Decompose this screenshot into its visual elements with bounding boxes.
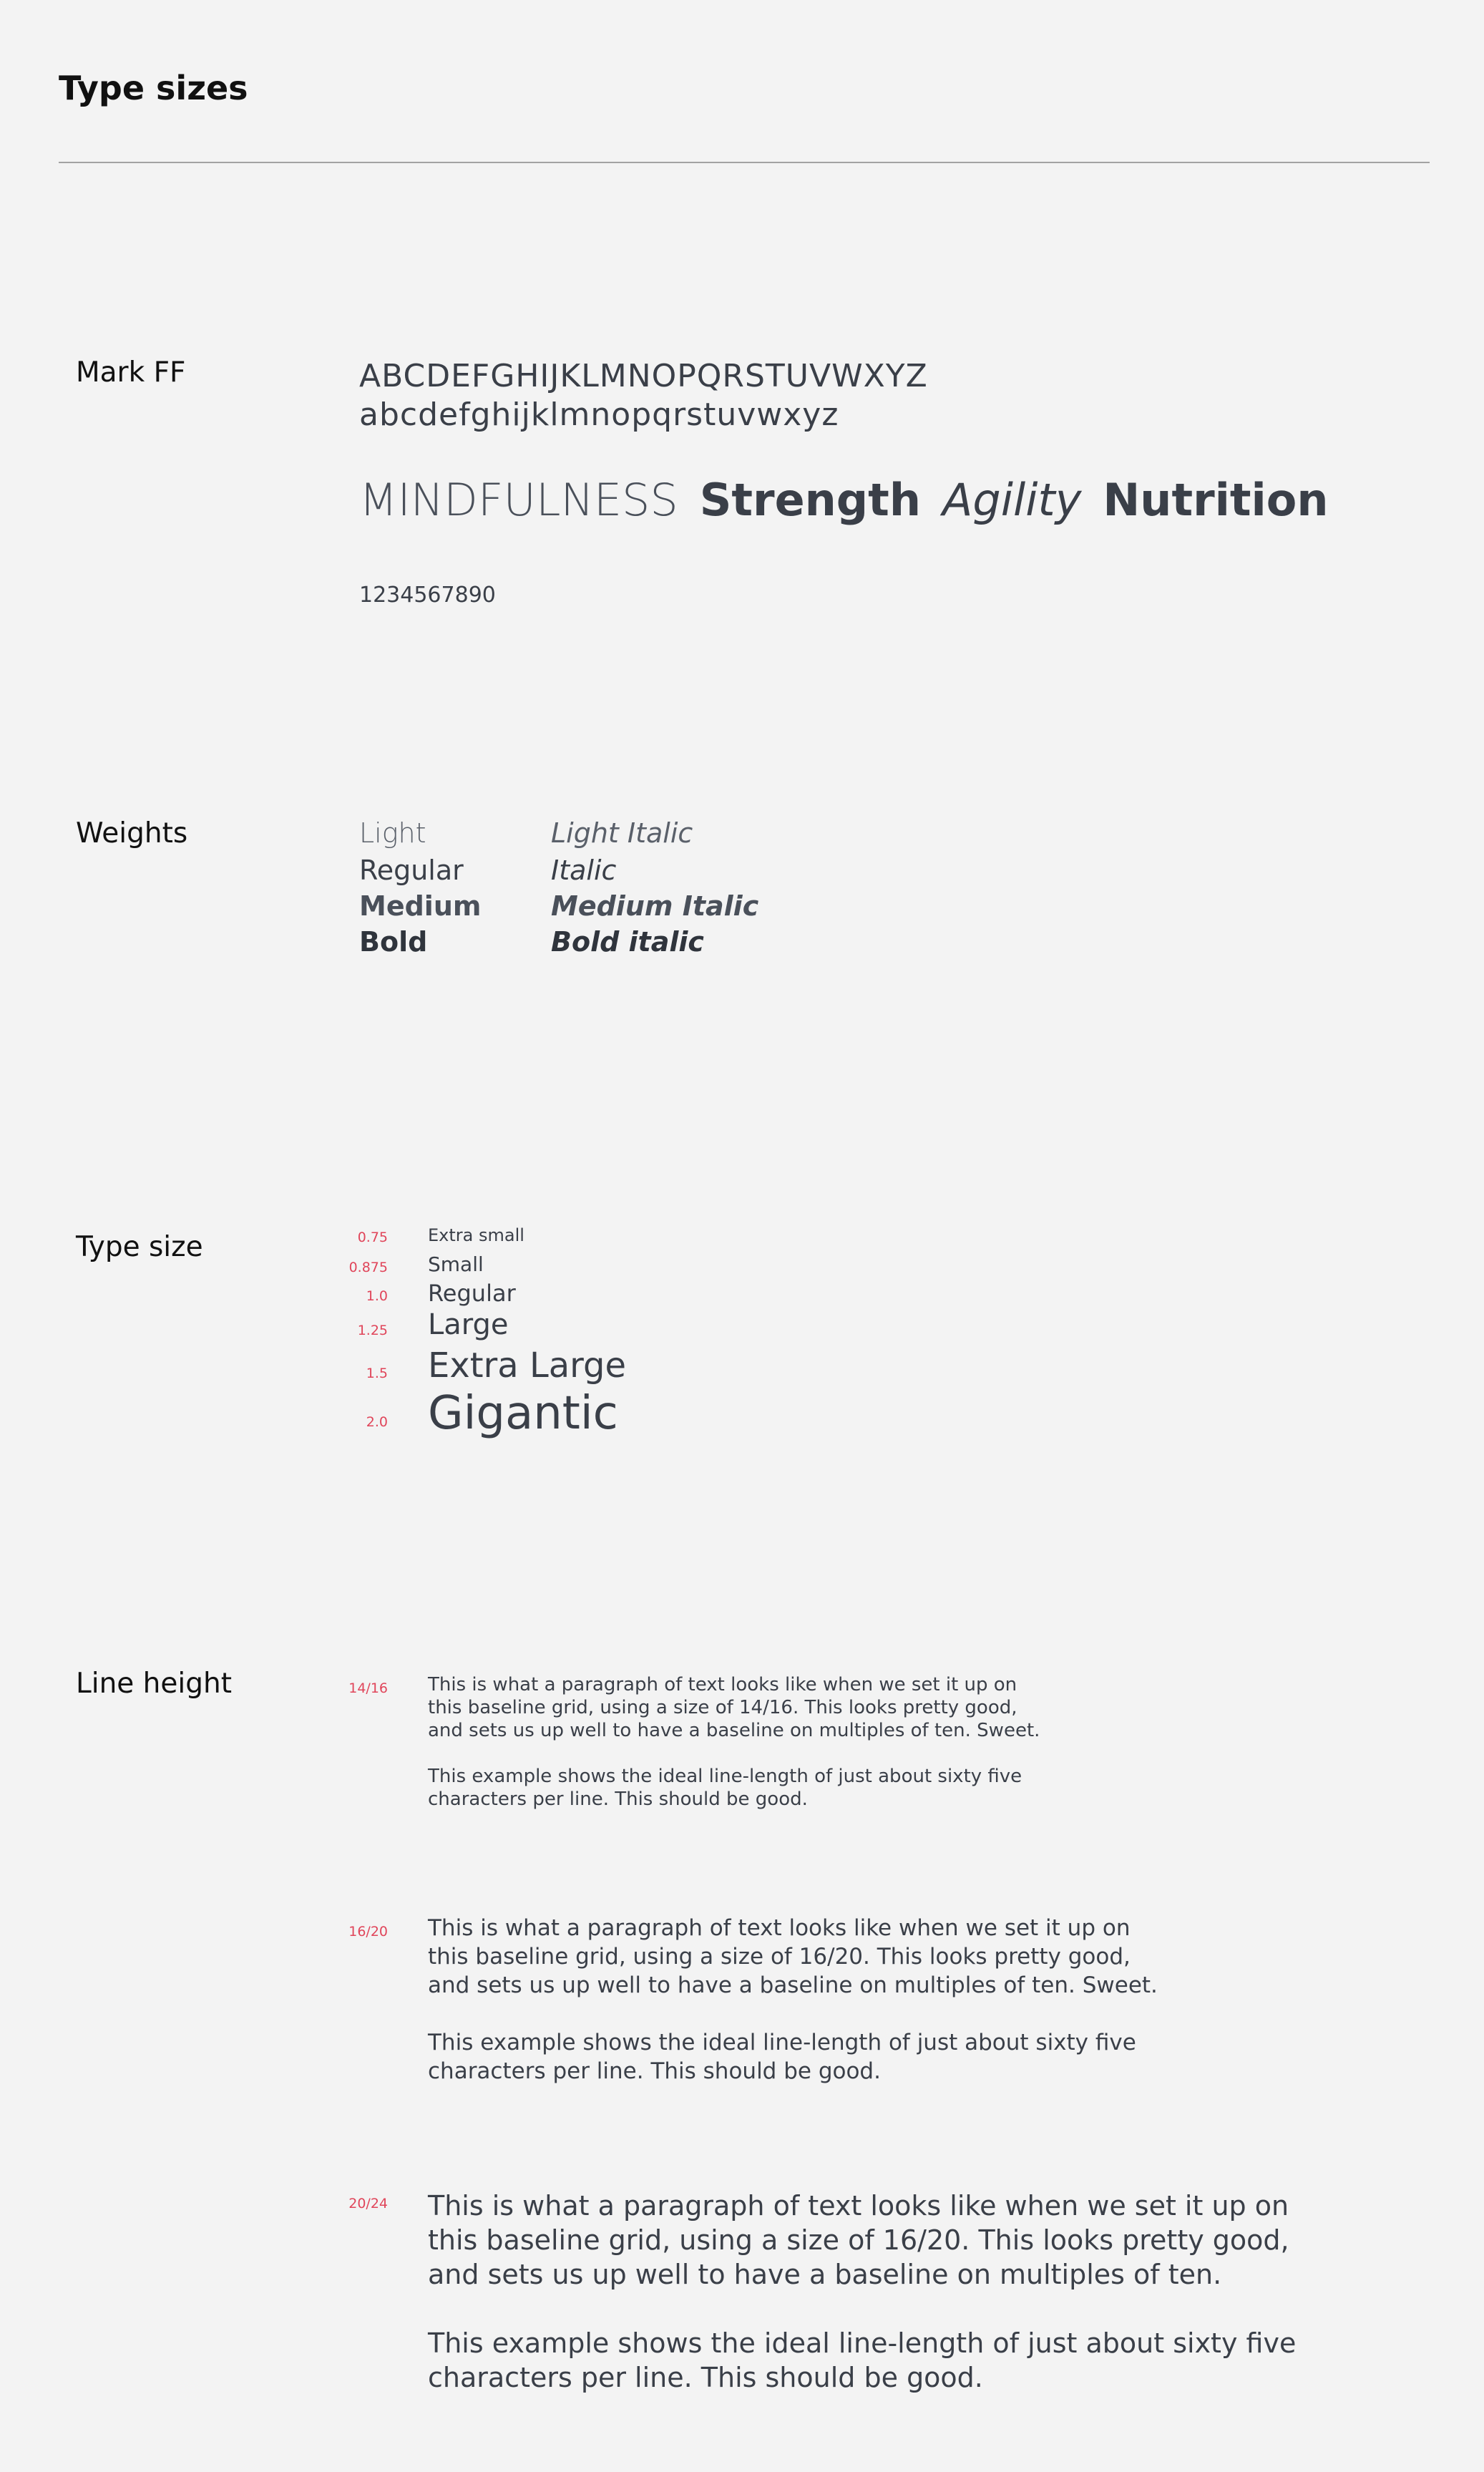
size-value-extra-small: 0.75: [357, 1230, 388, 1245]
weight-bold-italic: Bold italic: [551, 926, 704, 958]
size-label-large: Large: [428, 1308, 509, 1341]
size-label-gigantic: Gigantic: [428, 1387, 618, 1440]
weight-medium-italic: Medium Italic: [551, 890, 759, 922]
line-height-ratio-16-20: 16/20: [348, 1924, 388, 1940]
weight-italic: Italic: [551, 855, 617, 886]
showcase-bold-word-2: Nutrition: [1103, 474, 1329, 526]
size-value-extra-large: 1.5: [366, 1366, 388, 1381]
showcase-bold-word: Strength: [699, 474, 921, 526]
section-label-weights: Weights: [76, 817, 188, 850]
weight-bold: Bold: [359, 926, 428, 958]
size-value-gigantic: 2.0: [366, 1414, 388, 1430]
size-label-extra-small: Extra small: [428, 1225, 524, 1245]
line-height-paragraph-14-16-a: This is what a paragraph of text looks like when we set it up on this baseline grid, using a size of 14/16. This looks pretty good, and sets us up well to have a baseline on multiples of ten. Sweet.: [428, 1674, 1040, 1741]
line-height-paragraph-20-24-b: This example shows the ideal line-length of just about sixty five characters per line. This should be good.: [428, 2327, 1297, 2393]
size-value-regular: 1.0: [366, 1288, 388, 1304]
line-height-paragraph-20-24-a: This is what a paragraph of text looks like when we set it up on this baseline grid, using a size of 16/20. This looks pretty good, and sets us up well to have a baseline on multiples of ten.: [428, 2190, 1289, 2290]
weight-showcase: [359, 474, 1350, 526]
showcase-light-word: MINDFULNESS: [359, 474, 678, 526]
weight-medium: Medium: [359, 890, 482, 922]
size-label-small: Small: [428, 1252, 484, 1276]
line-height-paragraph-16-20-a: This is what a paragraph of text looks like when we set it up on this baseline grid, using a size of 16/20. This looks pretty good, and sets us up well to have a baseline on multiples of ten. Sweet.: [428, 1915, 1158, 1998]
weight-regular: Regular: [359, 855, 464, 886]
showcase-italic-word: Agility: [942, 474, 1082, 526]
size-label-extra-large: Extra Large: [428, 1346, 627, 1386]
line-height-paragraph-16-20-b: This example shows the ideal line-length of just about sixty five characters per line. This should be good.: [428, 2030, 1136, 2084]
uppercase-alphabet: ABCDEFGHIJKLMNOPQRSTUVWXYZ: [359, 358, 928, 394]
line-height-paragraph-14-16-b: This example shows the ideal line-length of just about sixty five characters per line. This should be good.: [428, 1766, 1022, 1810]
line-height-ratio-20-24: 20/24: [348, 2196, 388, 2211]
section-label-mark-ff: Mark FF: [76, 356, 186, 389]
weight-light: Light: [359, 817, 426, 849]
line-height-ratio-14-16: 14/16: [348, 1680, 388, 1696]
size-value-small: 0.875: [348, 1260, 388, 1275]
header-divider: [59, 162, 1430, 163]
weight-light-italic: Light Italic: [551, 817, 693, 849]
section-label-type-size: Type size: [76, 1231, 203, 1263]
digits-sample: 1234567890: [359, 583, 496, 608]
section-label-line-height: Line height: [76, 1668, 232, 1700]
lowercase-alphabet: abcdefghijklmnopqrstuvwxyz: [359, 396, 839, 433]
size-value-large: 1.25: [357, 1323, 388, 1338]
page-title: Type sizes: [59, 69, 248, 107]
size-label-regular: Regular: [428, 1280, 516, 1307]
